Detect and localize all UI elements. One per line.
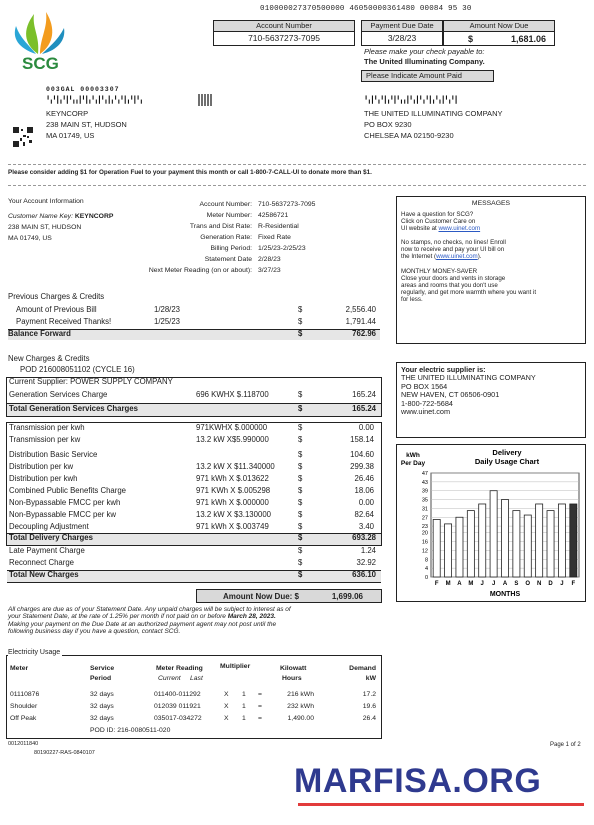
supplier-label: Current Supplier: POWER SUPPLY COMPANY: [9, 377, 173, 386]
chart-xtick-label: M: [468, 581, 474, 587]
amount-due-value: 1,681.06: [510, 34, 546, 44]
chart-ytick-label: 4: [424, 566, 428, 573]
remit-city: CHELSEA MA 02150-9230: [364, 131, 454, 140]
due-date-box: [361, 31, 443, 46]
chart-bar: [558, 504, 565, 577]
chart-subtitle: Daily Usage Chart: [474, 457, 540, 466]
account-address-1: 238 MAIN ST, HUDSON: [8, 224, 82, 231]
qr-small-icon: [198, 94, 212, 106]
pod-number: POD 216008051102 (CYCLE 16): [20, 365, 135, 374]
brand-underline: [298, 803, 584, 806]
balance-value: 762.96: [352, 329, 376, 338]
chart-bar: [456, 517, 463, 577]
chart-title: Delivery: [492, 448, 522, 457]
qr-code-icon: [12, 126, 34, 148]
gen-total-value: 165.24: [352, 404, 376, 413]
chart-ylabel-2: Per Day: [400, 460, 426, 467]
chart-xtick-label: J: [480, 581, 484, 587]
supplier-box: Your electric supplier is: THE UNITED ILLUMINATING COMPANY PO BOX 1564 NEW HAVEN, CT 06506-0901 1-800-722-5684 www.uinet.com: [396, 362, 586, 438]
payable-to: The United Illuminating Company.: [364, 57, 485, 66]
chart-bar: [467, 511, 474, 577]
chart-ytick-label: 16: [421, 539, 428, 546]
chart-bar: [547, 511, 554, 577]
customer-city: MA 01749, US: [46, 131, 95, 140]
chart-bar: [490, 491, 497, 577]
chart-bar: [479, 504, 486, 577]
customer-code: 003GAL 00003307: [46, 86, 120, 93]
chart-xtick-label: M: [445, 581, 451, 587]
payable-note: Please make your check payable to:: [364, 47, 485, 56]
chart-ytick-label: 20: [421, 530, 428, 537]
remit-name: THE UNITED ILLUMINATING COMPANY: [364, 109, 503, 118]
remit-box: PO BOX 9230: [364, 120, 412, 129]
chart-ytick-label: 8: [424, 557, 428, 564]
account-number-box: [213, 31, 355, 46]
new-charges-title: New Charges & Credits: [8, 354, 90, 363]
chart-xtick-label: O: [525, 581, 531, 587]
chart-ytick-label: 39: [421, 488, 428, 495]
separator: [8, 185, 586, 186]
messages-title: MESSAGES: [471, 200, 511, 207]
chart-ylabel-1: kWh: [406, 452, 420, 459]
chart-bar: [433, 519, 440, 577]
chart-ytick-label: 27: [421, 515, 428, 522]
usage-chart-box: [396, 444, 586, 602]
remit-barcode: ╹╻┃╹╻╹┃╻╹┃╹╻╻┃╹╻┃╹╻╹┃╻╹╻┃╹╻╹┃: [364, 97, 458, 105]
chart-xtick-label: A: [457, 581, 462, 587]
chart-ytick-label: 35: [421, 497, 428, 504]
previous-title: Previous Charges & Credits: [8, 292, 105, 301]
amount-now-due-value: 1,699.06: [331, 592, 363, 601]
balance-label: Balance Forward: [8, 329, 71, 338]
messages-box: MESSAGES Have a question for SCG? Click on Customer Care on UI website at www.uinet.com No stamps, no checks, no lines! Enroll now to receive and pay your UI bill on the Internet (www.uinet.com). MONTHLY MONEY-SAVER Close your doors and vents in storage areas and rooms that you don't use regularly, and get more warmth where you want it for less.: [396, 196, 586, 344]
chart-xtick-label: S: [514, 581, 519, 587]
chart-bar: [445, 524, 452, 577]
usage-title: Electricity Usage: [8, 649, 61, 656]
customer-name-key: Customer Name Key: KEYNCORP: [8, 213, 114, 220]
footer-code-1: 0012011840: [8, 741, 39, 747]
chart-bar: [513, 511, 520, 577]
chart-bar: [536, 504, 543, 577]
uinet-link[interactable]: www.uinet.com: [438, 225, 481, 233]
chart-ytick-label: 23: [421, 524, 428, 531]
usage-chart: [397, 445, 585, 601]
chart-ytick-label: 31: [421, 506, 428, 513]
scg-logo: [10, 8, 70, 74]
chart-bar: [501, 500, 508, 577]
delivery-total-label: Total Delivery Charges: [9, 533, 93, 542]
page-number: Page 1 of 2: [550, 742, 581, 748]
account-address-2: MA 01749, US: [8, 235, 52, 242]
scan-line: 010000027370500000 46050000361480 00084 95 30: [260, 5, 472, 13]
account-number-value: 710-5637273-7095: [248, 33, 320, 43]
flame-logo-icon: [10, 8, 70, 58]
due-date-value: 3/28/23: [387, 33, 417, 43]
chart-ytick-label: 12: [421, 548, 428, 555]
customer-street: 238 MAIN ST, HUDSON: [46, 120, 127, 129]
customer-name: KEYNCORP: [46, 109, 89, 118]
amount-paid-field[interactable]: Please Indicate Amount Paid: [361, 70, 494, 82]
chart-xtick-label: D: [548, 581, 553, 587]
donation-note: Please consider adding $1 for Operation Fuel to your payment this month or call 1-800-7-CALL-UI to donate more than $1.: [8, 169, 372, 176]
terms-text: All charges are due as of your Statement Date. Any unpaid charges will be subject to interest as of your Statement Date, at the rate of 1.25% per month if not paid on or before March 28, 2023. Making your payment on the Due Date at an authorized payment agent may not post until the following business day if you have a question, contact SCG.: [8, 606, 291, 636]
chart-xtick-label: A: [502, 581, 508, 587]
chart-xtick-label: J: [560, 581, 564, 587]
chart-ytick-label: 47: [421, 471, 428, 477]
account-info-title: Your Account Information: [8, 198, 84, 205]
tear-line: [8, 164, 586, 165]
usage-pod: POD ID: 216-0080511-020: [90, 727, 171, 734]
chart-xlabel: MONTHS: [489, 591, 521, 598]
chart-ytick-label: 43: [421, 479, 428, 486]
gen-total-label: Total Generation Services Charges: [9, 404, 138, 413]
footer-code-2: 80190227-RAS-0840107: [34, 750, 95, 756]
chart-xtick-label: N: [536, 581, 542, 587]
chart-bar: [524, 515, 531, 577]
amount-due-box: $ 1,681.06: [443, 31, 555, 46]
total-new-label: Total New Charges: [9, 570, 79, 579]
chart-bar: [570, 504, 577, 577]
delivery-total-value: 693.28: [352, 533, 376, 542]
logo-text: SCG: [22, 54, 59, 73]
chart-xtick-label: J: [491, 581, 496, 587]
postal-barcode: ╹╻╹┃╻╹┃╹╻╻┃╹┃╻╹╻┃╹╻┃╻╹╻╹┃╻╹┃╹╻: [46, 97, 143, 105]
chart-xtick-label: F: [434, 581, 439, 587]
chart-ytick-label: 0: [424, 575, 428, 581]
amount-now-due-box: Amount Now Due: $ 1,699.06: [196, 589, 382, 603]
account-number-header: Account Number: [213, 20, 355, 32]
due-date-header: Payment Due Date: [361, 20, 443, 32]
total-new-value: 636.10: [352, 570, 376, 579]
uinet-link-2[interactable]: www.uinet.com: [436, 253, 478, 261]
marfisa-brand: MARFISA.ORG: [294, 762, 542, 800]
amount-due-header: Amount Now Due: [443, 20, 555, 32]
chart-xtick-label: F: [571, 581, 576, 587]
